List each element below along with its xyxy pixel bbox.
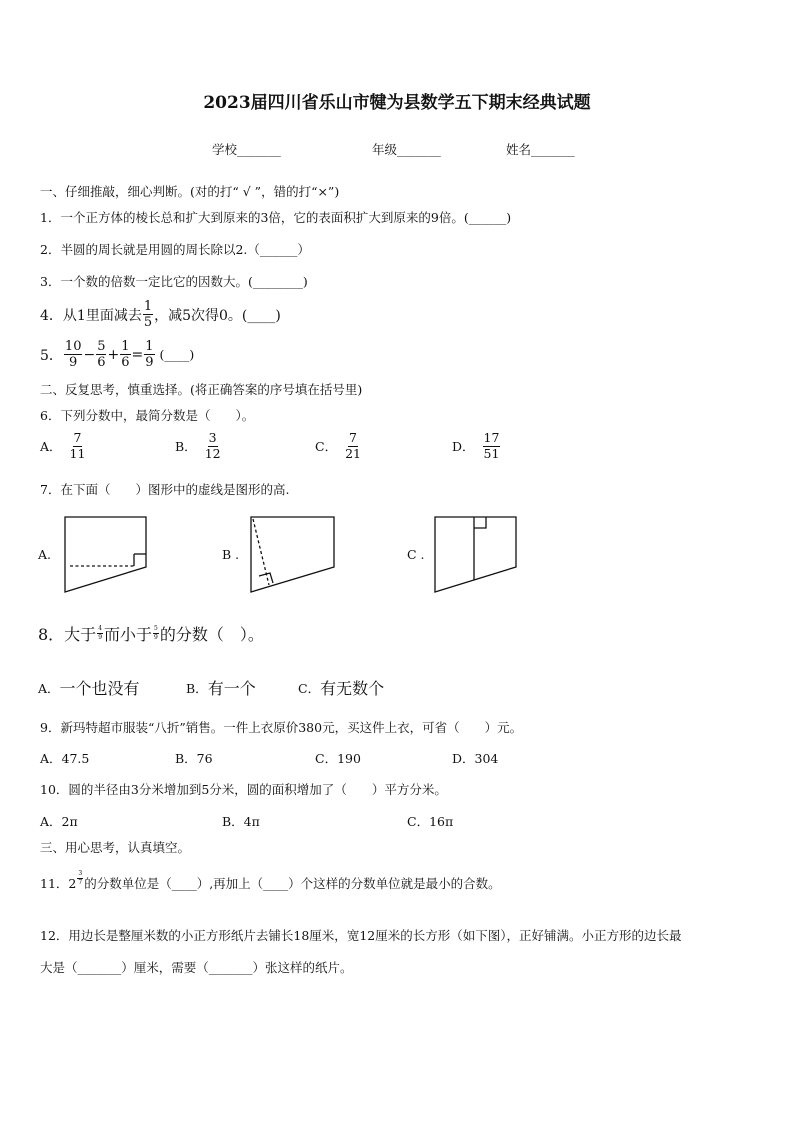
q8-fraction-1 bbox=[97, 626, 103, 641]
q4-text-b: ，减5次得0。(____) bbox=[154, 307, 281, 324]
q11-text-a: 11．2 bbox=[40, 876, 77, 891]
q7-figure-c bbox=[435, 517, 516, 592]
q6-b-denominator: 12 bbox=[204, 445, 221, 461]
question-10: 10．圆的半径由3分米增加到5分米，圆的面积增加了（ ）平方分米。 bbox=[40, 782, 447, 797]
q6-option-d-label: D． bbox=[452, 439, 475, 454]
q5-f3-denominator: 6 bbox=[121, 355, 130, 370]
q8-text-b: 而小于 bbox=[104, 625, 153, 644]
q8-option-c-text: 有无数个 bbox=[320, 679, 385, 698]
q7-option-a-label: A. bbox=[38, 547, 52, 562]
school-field: 学校_______ bbox=[212, 142, 281, 157]
q6-d-numerator: 17 bbox=[483, 430, 500, 445]
q7-option-b-label: B . bbox=[222, 547, 240, 562]
question-12-line-2: 大是（_______）厘米，需要（_______）张这样的纸片。 bbox=[40, 960, 353, 975]
section1-heading: 一、仔细推敲，细心判断。(对的打“ √ ”，错的打“×”) bbox=[40, 184, 340, 199]
q5-operator-2: + bbox=[107, 346, 120, 363]
q8-text-c: 的分数（ ）。 bbox=[159, 625, 264, 644]
name-field: 姓名_______ bbox=[506, 142, 575, 157]
q6-c-denominator: 21 bbox=[345, 445, 361, 461]
q9-option-b: B．76 bbox=[175, 751, 213, 766]
q5-f1-numerator: 10 bbox=[64, 339, 82, 354]
question-8 bbox=[38, 622, 264, 645]
q8-f2-numerator: 5 bbox=[154, 625, 158, 632]
q8-option-b-label: B． bbox=[186, 680, 208, 696]
page-title: 2023届四川省乐山市犍为县数学五下期末经典试题 bbox=[203, 93, 591, 113]
q8-option-a-text: 一个也没有 bbox=[59, 679, 140, 698]
question-11 bbox=[40, 869, 501, 892]
q8-option-c-label: C． bbox=[298, 680, 321, 696]
q8-option-a bbox=[38, 676, 140, 699]
q10-option-c: C．16π bbox=[407, 814, 454, 829]
question-7: 7．在下面（ ）图形中的虚线是图形的高. bbox=[40, 482, 290, 497]
q7-figure-b bbox=[251, 517, 334, 592]
q5-f4-denominator: 9 bbox=[145, 355, 154, 370]
question-2: 2．半圆的周长就是用圆的周长除以2.（______） bbox=[40, 242, 310, 257]
q5-f2-numerator: 5 bbox=[97, 339, 106, 354]
q5-f1-denominator: 9 bbox=[69, 355, 78, 370]
q11-fraction bbox=[77, 871, 83, 886]
q6-a-numerator: 7 bbox=[73, 430, 82, 445]
q8-option-c bbox=[298, 676, 384, 699]
q5-operator-3: = bbox=[131, 346, 144, 363]
question-1: 1．一个正方体的棱长总和扩大到原来的3倍，它的表面积扩大到原来的9倍。(______) bbox=[40, 210, 512, 225]
q6-option-b-label: B． bbox=[175, 439, 197, 454]
q10-option-a: A．2π bbox=[40, 814, 78, 829]
q4-text-a: 4．从1里面减去 bbox=[40, 307, 142, 324]
q5-f3-numerator: 1 bbox=[121, 339, 130, 354]
q8-option-b-text: 有一个 bbox=[207, 679, 256, 698]
q7-figure-a bbox=[65, 517, 146, 592]
q11-numerator: 3 bbox=[78, 869, 83, 877]
q5-f4-numerator: 1 bbox=[145, 339, 154, 354]
question-9: 9．新玛特超市服装“八折”销售。一件上衣原价380元，买这件上衣，可省（ ）元。 bbox=[40, 720, 523, 735]
q6-b-numerator: 3 bbox=[208, 430, 217, 445]
section2-heading: 二、反复思考，慎重选择。(将正确答案的序号填在括号里) bbox=[40, 382, 363, 397]
q5-f2-denominator: 6 bbox=[97, 355, 106, 370]
q6-a-denominator: 11 bbox=[69, 445, 86, 461]
q8-fraction-2 bbox=[153, 626, 159, 641]
q4-denominator: 5 bbox=[143, 315, 153, 330]
q6-option-c-label: C． bbox=[315, 439, 338, 454]
q8-f1-numerator: 4 bbox=[98, 625, 103, 632]
question-3: 3．一个数的倍数一定比它的因数大。(________) bbox=[40, 274, 308, 289]
q5-answer-blank: (____) bbox=[159, 347, 195, 362]
q5-operator-1: − bbox=[83, 346, 96, 363]
q8-option-a-label: A． bbox=[38, 680, 60, 696]
grade-field: 年级_______ bbox=[372, 142, 441, 157]
q8-option-b bbox=[186, 676, 256, 699]
q11-text-b: 的分数单位是（____）,再加上（____）个这样的分数单位就是最小的合数。 bbox=[84, 876, 501, 891]
q9-option-a: A．47.5 bbox=[40, 751, 90, 766]
q7-option-c-label: C . bbox=[407, 547, 425, 562]
q9-option-d: D．304 bbox=[452, 751, 499, 766]
q8-text-a: 8．大于 bbox=[38, 625, 97, 644]
question-6: 6．下列分数中，最简分数是（ ）。 bbox=[40, 408, 255, 423]
question-12-line-1: 12．用边长是整厘米数的小正方形纸片去铺长18厘米，宽12厘米的长方形（如下图），正好铺满。小正方形的边长最 bbox=[40, 928, 682, 943]
q6-c-numerator: 7 bbox=[349, 430, 357, 445]
section3-heading: 三、用心思考，认真填空。 bbox=[40, 840, 191, 855]
q11-denominator: 7 bbox=[78, 878, 83, 886]
q4-numerator: 1 bbox=[143, 299, 153, 314]
q6-option-a-label: A． bbox=[40, 439, 62, 454]
q6-d-denominator: 51 bbox=[483, 445, 500, 461]
q5-lead: 5． bbox=[40, 347, 63, 364]
q8-f2-denominator: 9 bbox=[154, 634, 158, 641]
q10-option-b: B．4π bbox=[222, 814, 260, 829]
q8-f1-denominator: 9 bbox=[98, 634, 103, 641]
q9-option-c: C．190 bbox=[315, 751, 361, 766]
